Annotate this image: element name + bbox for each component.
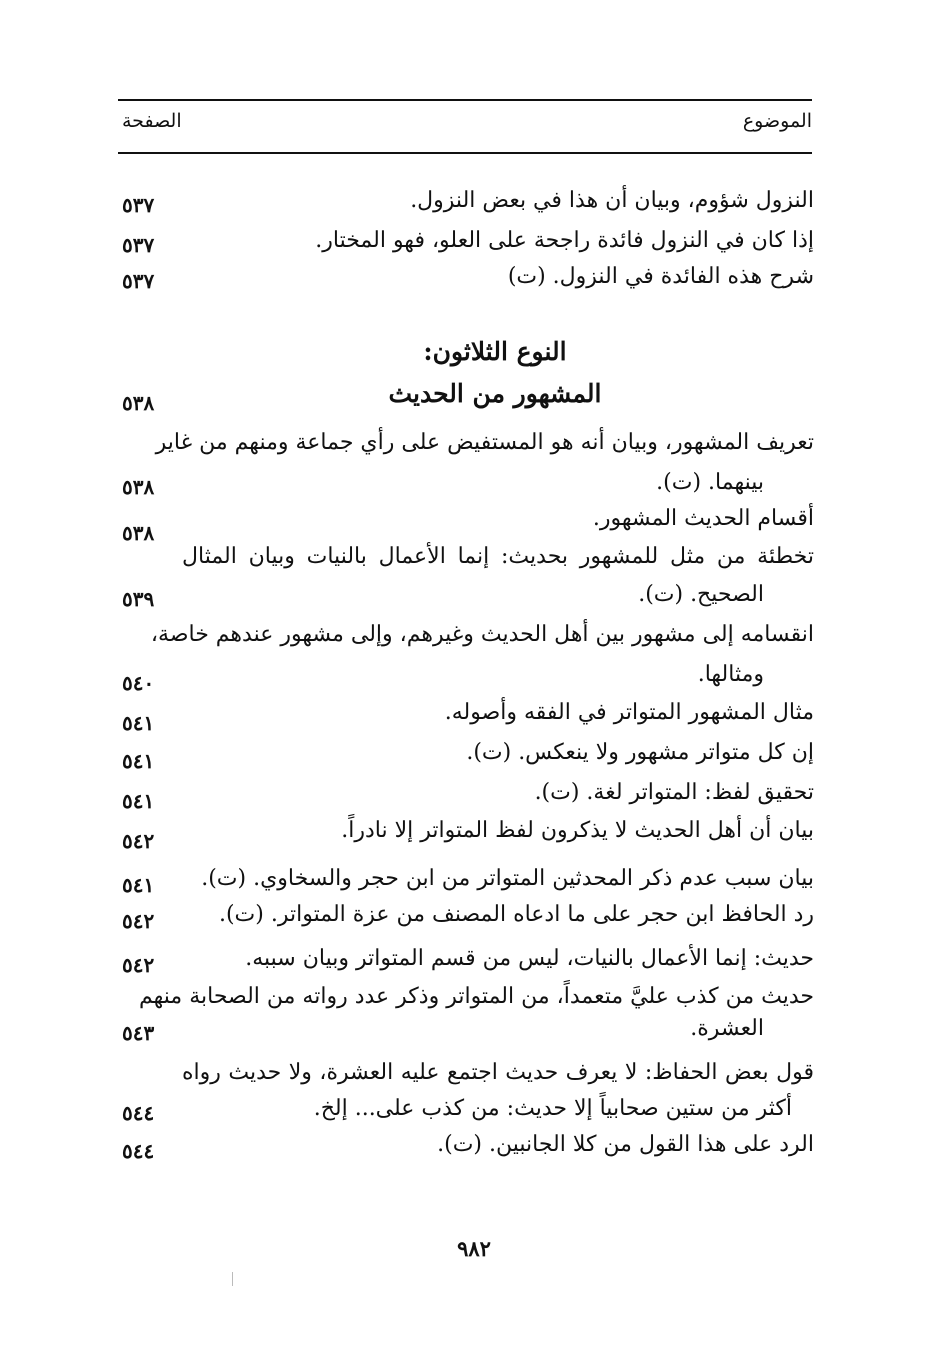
- margin-mark: [232, 1272, 233, 1286]
- entry-text: شرح هذه الفائدة في النزول. (ت): [507, 264, 814, 289]
- entry-page: ٥٤٢: [122, 829, 155, 853]
- entry-page: ٥٤١: [122, 873, 155, 897]
- entry-text: النزول شؤوم، وبيان أن هذا في بعض النزول.: [410, 188, 814, 213]
- entry-text: تحقيق لفظ: المتواتر لغة. (ت).: [534, 780, 814, 805]
- entry-text-continued: بينهما. (ت).: [656, 470, 764, 495]
- entry-page: ٥٤٤: [122, 1139, 155, 1163]
- entry-page: ٥٤٢: [122, 953, 155, 977]
- entry-text: أقسام الحديث المشهور.: [592, 506, 814, 531]
- entry-text: الرد على هذا القول من كلا الجانبين. (ت).: [437, 1132, 814, 1157]
- entry-text: تعريف المشهور، وبيان أنه هو المستفيض على رأي جماعة ومنهم من غاير: [155, 430, 814, 455]
- entry-page: ٥٣٧: [122, 269, 155, 293]
- entry-page: ٥٣٧: [122, 193, 155, 217]
- section-page: ٥٣٨: [122, 391, 155, 415]
- top-rule: [118, 99, 812, 101]
- entry-text: إن كل متواتر مشهور ولا ينعكس. (ت).: [466, 740, 814, 765]
- entry-text: تخطئة من مثل للمشهور بحديث: إنما الأعمال بالنيات وبيان المثال: [182, 544, 814, 569]
- entry-text: حديث: إنما الأعمال بالنيات، ليس من قسم المتواتر وبيان سببه.: [245, 946, 814, 971]
- entry-page: ٥٣٨: [122, 521, 155, 545]
- entry-text: قول بعض الحفاظ: لا يعرف حديث اجتمع عليه العشرة، ولا حديث رواه: [182, 1060, 814, 1085]
- entry-text: إذا كان في النزول فائدة راجحة على العلو، فهو المختار.: [315, 228, 814, 253]
- entry-page: ٥٣٨: [122, 475, 155, 499]
- entry-text-continued: ومثالها.: [697, 662, 764, 687]
- section-title: النوع الثلاثون:: [423, 337, 567, 366]
- entry-text-continued: الصحيح. (ت).: [638, 582, 764, 607]
- entry-text: بيان سبب عدم ذكر المحدثين المتواتر من ابن حجر والسخاوي. (ت).: [201, 866, 814, 891]
- entry-page: ٥٤١: [122, 789, 155, 813]
- page-number: ٩٨٢: [457, 1236, 491, 1261]
- topic-column-header: الموضوع: [742, 110, 812, 132]
- entry-text: رد الحافظ ابن حجر على ما ادعاه المصنف من عزة المتواتر. (ت).: [218, 902, 814, 927]
- section-subtitle: المشهور من الحديث: [388, 379, 602, 408]
- entry-text-continued: أكثر من ستين صحابياً إلا حديث: من كذب على... إلخ.: [313, 1096, 792, 1121]
- entry-page: ٥٤١: [122, 711, 155, 735]
- header-rule: [118, 152, 812, 154]
- entry-page: ٥٣٧: [122, 233, 155, 257]
- entry-page: ٥٤٢: [122, 909, 155, 933]
- entry-text: حديث من كذب عليَّ متعمداً، من المتواتر وذكر عدد رواته من الصحابة منهم: [139, 984, 814, 1009]
- page-column-header: الصفحة: [122, 110, 182, 132]
- entry-text: انقسامه إلى مشهور بين أهل الحديث وغيرهم، وإلى مشهور عندهم خاصة،: [150, 622, 814, 647]
- entry-text: مثال المشهور المتواتر في الفقه وأصوله.: [444, 700, 814, 725]
- entry-page: ٥٤٠: [122, 671, 155, 695]
- entry-page: ٥٣٩: [122, 587, 155, 611]
- entry-text: بيان أن أهل الحديث لا يذكرون لفظ المتواتر إلا نادراً.: [341, 818, 814, 843]
- entry-page: ٥٤١: [122, 749, 155, 773]
- entry-page: ٥٤٤: [122, 1101, 155, 1125]
- entry-text-continued: العشرة.: [690, 1016, 764, 1041]
- entry-page: ٥٤٣: [122, 1021, 155, 1045]
